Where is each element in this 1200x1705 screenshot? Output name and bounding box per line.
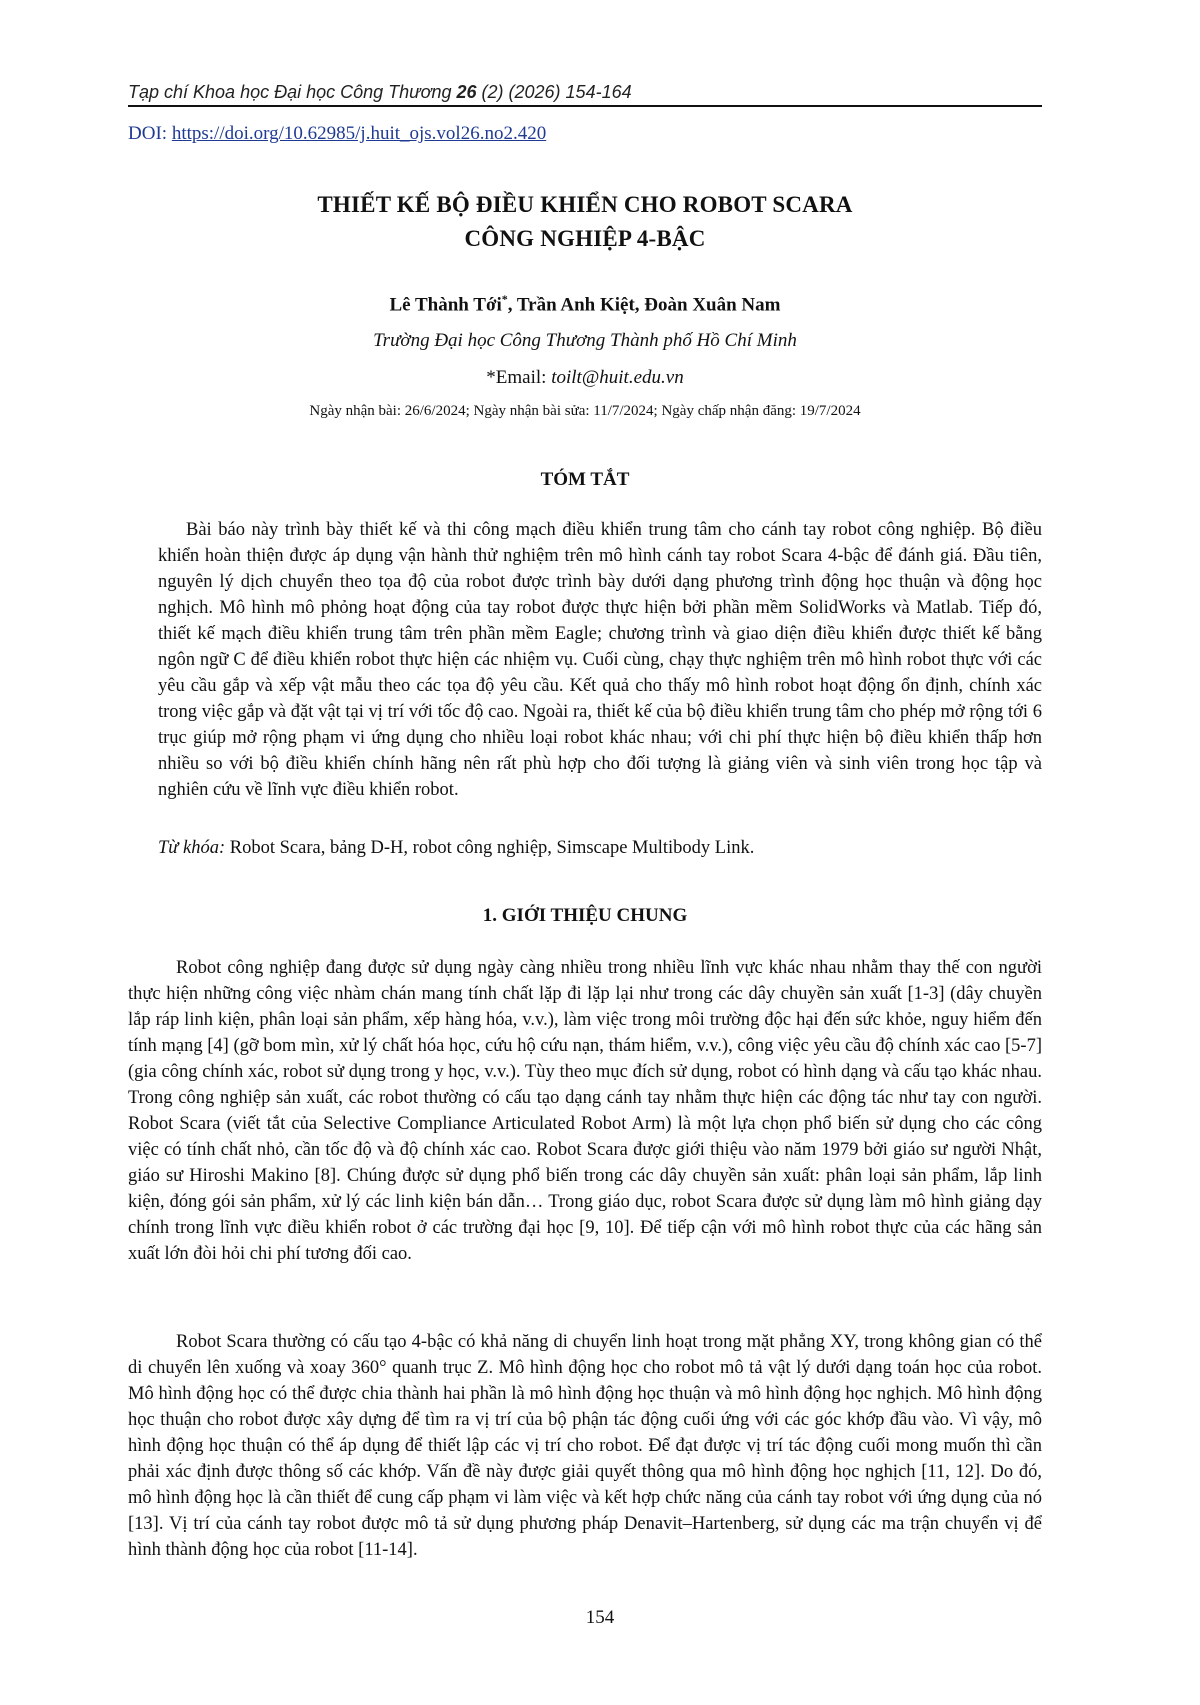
title-line-1: THIẾT KẾ BỘ ĐIỀU KHIỂN CHO ROBOT SCARA <box>317 192 853 217</box>
section-heading: 1. GIỚI THIỆU CHUNG <box>482 905 688 926</box>
corresponding-author: Lê Thành Tới <box>389 294 502 316</box>
abstract-text: Bài báo này trình bày thiết kế và thi công mạch điều khiển trung tâm cho cánh tay robot công nghiệp. Bộ điều khiển hoàn thiện được áp dụng vận hành thử nghiệm trên mô hình cánh tay robot Scara 4-bậc để đánh giá. Đầu tiên, nguyên lý dịch chuyển theo tọa độ của robot được trình bày dưới dạng phương trình động học thuận và động học nghịch. Mô hình mô phỏng hoạt động của tay robot được thực hiện bởi phần mềm SolidWorks và Matlab. Tiếp đó, thiết kế mạch điều khiển trung tâm trên phần mềm Eagle; chương trình và giao diện điều khiển được thiết kế bằng ngôn ngữ C để điều khiển robot thực hiện các nhiệm vụ. Cuối cùng, chạy thực nghiệm trên mô hình robot thực với các yêu cầu gắp và xếp vật mẫu theo các tọa độ yêu cầu. Kết quả cho thấy mô hình robot hoạt động ổn định, chính xác trong việc gắp và đặt vật tại vị trí với tốc độ cao. Ngoài ra, thiết kế của bộ điều khiển trung tâm cho phép mở rộng tới 6 trục giúp mở rộng phạm vi ứng dụng cho nhiều loại robot khác nhau; với chi phí thực hiện bộ điều khiển thấp hơn nhiều so với bộ điều khiển chính hãng nên rất phù hợp cho đối tượng là giảng viên và sinh viên trong học tập và nghiên cứu về lĩnh vực điều khiển robot. <box>158 520 1042 800</box>
doi-link[interactable]: https://doi.org/10.62985/j.huit_ojs.vol26.no2.420 <box>171 123 547 144</box>
doi-label: DOI: <box>128 123 172 144</box>
doi-line <box>128 123 546 145</box>
email-label: *Email: <box>486 367 552 388</box>
journal-volume: 26 <box>456 82 477 102</box>
body-paragraph-1: Robot công nghiệp đang được sử dụng ngày càng nhiều trong nhiều lĩnh vực khác nhau nhằm thay thế con người thực hiện những công việc nhàm chán mang tính chất lặp đi lặp lại như trong các dây chuyền sản xuất [1-3] (dây chuyền lắp ráp linh kiện, phân loại sản phẩm, xếp hàng hóa, v.v.), làm việc trong môi trường độc hại đến sức khỏe, nguy hiểm đến tính mạng [4] (gỡ bom mìn, xử lý chất hóa học, cứu hộ cứu nạn, thám hiểm, v.v.), công việc yêu cầu độ chính xác cao [5-7] (gia công chính xác, robot sử dụng trong y học, v.v.). Tùy theo mục đích sử dụng, robot có hình dạng và cấu tạo khác nhau. Trong công nghiệp sản xuất, các robot thường có cấu tạo dạng cánh tay nhằm thực hiện các động tác như tay con người. Robot Scara (viết tắt của Selective Compliance Articulated Robot Arm) là một lựa chọn phổ biến sử dụng cho các công việc có tính chất nhỏ, cần tốc độ và độ chính xác cao. Robot Scara được giới thiệu vào năm 1979 bởi giáo sư người Nhật, giáo sư Hiroshi Makino [8]. Chúng được sử dụng phổ biến trong các dây chuyền sản xuất: phân loại sản phẩm, lắp linh kiện, đóng gói sản phẩm, xử lý các linh kiện bán dẫn… Trong giáo dục, robot Scara được sử dụng làm mô hình giảng dạy chính trong lĩnh vực điều khiển robot ở các trường đại học [9, 10]. Để tiếp cận với mô hình robot thực của các hãng sản xuất lớn đòi hỏi chi phí tương đối cao. <box>128 958 1042 1264</box>
corresponding-mark: * <box>501 292 508 306</box>
page-number: 154 <box>585 1607 615 1628</box>
article-title <box>128 188 1042 256</box>
keywords-list: Robot Scara, bảng D-H, robot công nghiệp, Simscape Multibody Link. <box>225 838 755 858</box>
journal-name: Tạp chí Khoa học Đại học Công Thương <box>128 82 457 102</box>
keywords-label: Từ khóa: <box>158 838 226 858</box>
email-address[interactable]: toilt@huit.edu.vn <box>551 367 684 388</box>
journal-issue-pages: (2) (2026) 154-164 <box>476 82 632 102</box>
author-list <box>128 292 1042 316</box>
body-paragraph-2: Robot Scara thường có cấu tạo 4-bậc có khả năng di chuyển linh hoạt trong mặt phẳng XY, trong không gian có thể di chuyển lên xuống và xoay 360° quanh trục Z. Mô hình động học cho robot mô tả vật lý dưới dạng toán học của robot. Mô hình động học có thể được chia thành hai phần là mô hình động học thuận và mô hình động học nghịch. Mô hình động học thuận cho robot được xây dựng để tìm ra vị trí của bộ phận tác động cuối ứng với các góc khớp đầu vào. Vì vậy, mô hình động học thuận có thể áp dụng để thiết lập các vị trí cho robot. Để đạt được vị trí tác động cuối mong muốn thì cần phải xác định được thông số các khớp. Vấn đề này được giải quyết thông qua mô hình động học nghịch [11, 12]. Do đó, mô hình động học là cần thiết để cung cấp phạm vi làm việc và kết hợp chức năng của cánh tay robot với ứng dụng của nó [13]. Vị trí của cánh tay robot được mô tả sử dụng phương pháp Denavit–Hartenberg, sử dụng các ma trận chuyển vị để hình thành động học của robot [11-14]. <box>128 1332 1042 1560</box>
keywords <box>158 838 1042 859</box>
submission-dates: Ngày nhận bài: 26/6/2024; Ngày nhận bài sửa: 11/7/2024; Ngày chấp nhận đăng: 19/7/2024 <box>309 403 861 419</box>
contact-email <box>128 367 1042 389</box>
abstract-heading: TÓM TẮT <box>540 469 630 490</box>
title-line-2: CÔNG NGHIỆP 4-BẬC <box>464 226 706 251</box>
co-authors: , Trần Anh Kiệt, Đoàn Xuân Nam <box>507 294 781 316</box>
header-rule <box>128 105 1042 107</box>
affiliation: Trường Đại học Công Thương Thành phố Hồ Chí Minh <box>373 330 797 351</box>
journal-citation <box>128 82 1042 103</box>
